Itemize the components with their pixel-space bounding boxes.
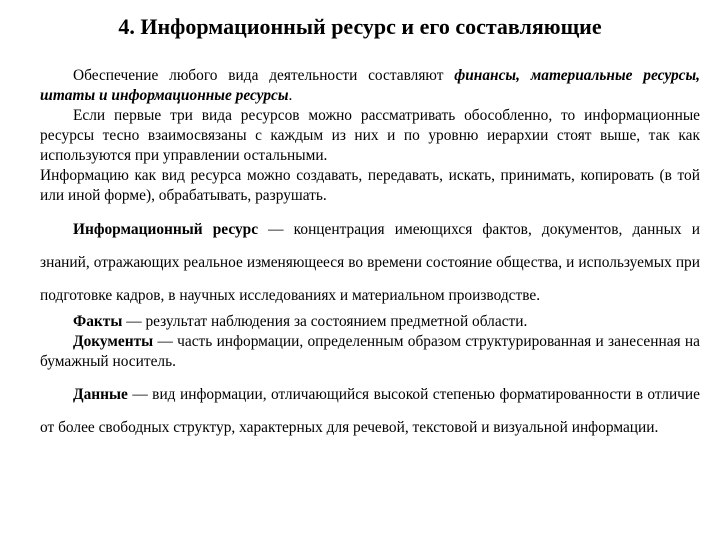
definition-text: — результат наблюдения за состоянием предметной области. bbox=[122, 313, 528, 330]
definition-data bbox=[40, 378, 700, 444]
definition-term: Данные bbox=[73, 386, 128, 403]
definition-text: — вид информации, отличающийся высокой степенью форматированности в отличие от более свободных структур, характерных для речевой, текстовой и визуальной информации. bbox=[40, 386, 700, 436]
definition-term: Факты bbox=[73, 313, 123, 330]
paragraph-text: Обеспечение любого вида деятельности составляют bbox=[73, 67, 455, 84]
definition-information-resource bbox=[40, 213, 700, 312]
page-title: 4. Информационный ресурс и его составляющие bbox=[118, 14, 602, 39]
paragraph-hierarchy: Если первые три вида ресурсов можно рассматривать обособленно, то информационные ресурсы тесно взаимосвязаны с каждым из них и по уровню иерархии стоят выше, так как используются при управлении остальными. bbox=[40, 107, 700, 164]
resources-emphasis: финансы, материальные ресурсы, штаты и информационные ресурсы bbox=[40, 67, 700, 104]
document-body bbox=[40, 66, 700, 444]
paragraph-resources bbox=[40, 66, 700, 106]
definition-text: — часть информации, определенным образом структурированная и занесенная на бумажный носитель. bbox=[40, 333, 700, 370]
definition-text: — концентрация имеющихся фактов, документов, данных и знаний, отражающих реальное изменяющееся во времени состояние общества, и используемых при подготовке кадров, в научных исследованиях и материальном производстве. bbox=[40, 221, 700, 304]
definition-documents bbox=[40, 332, 700, 372]
definition-term: Документы bbox=[73, 333, 154, 350]
definition-facts bbox=[40, 312, 700, 332]
paragraph-operations: Информацию как вид ресурса можно создавать, передавать, искать, принимать, копировать (в той или иной форме), обрабатывать, разрушать. bbox=[40, 167, 700, 204]
paragraph-end: . bbox=[288, 87, 293, 104]
definition-term: Информационный ресурс bbox=[73, 221, 259, 238]
